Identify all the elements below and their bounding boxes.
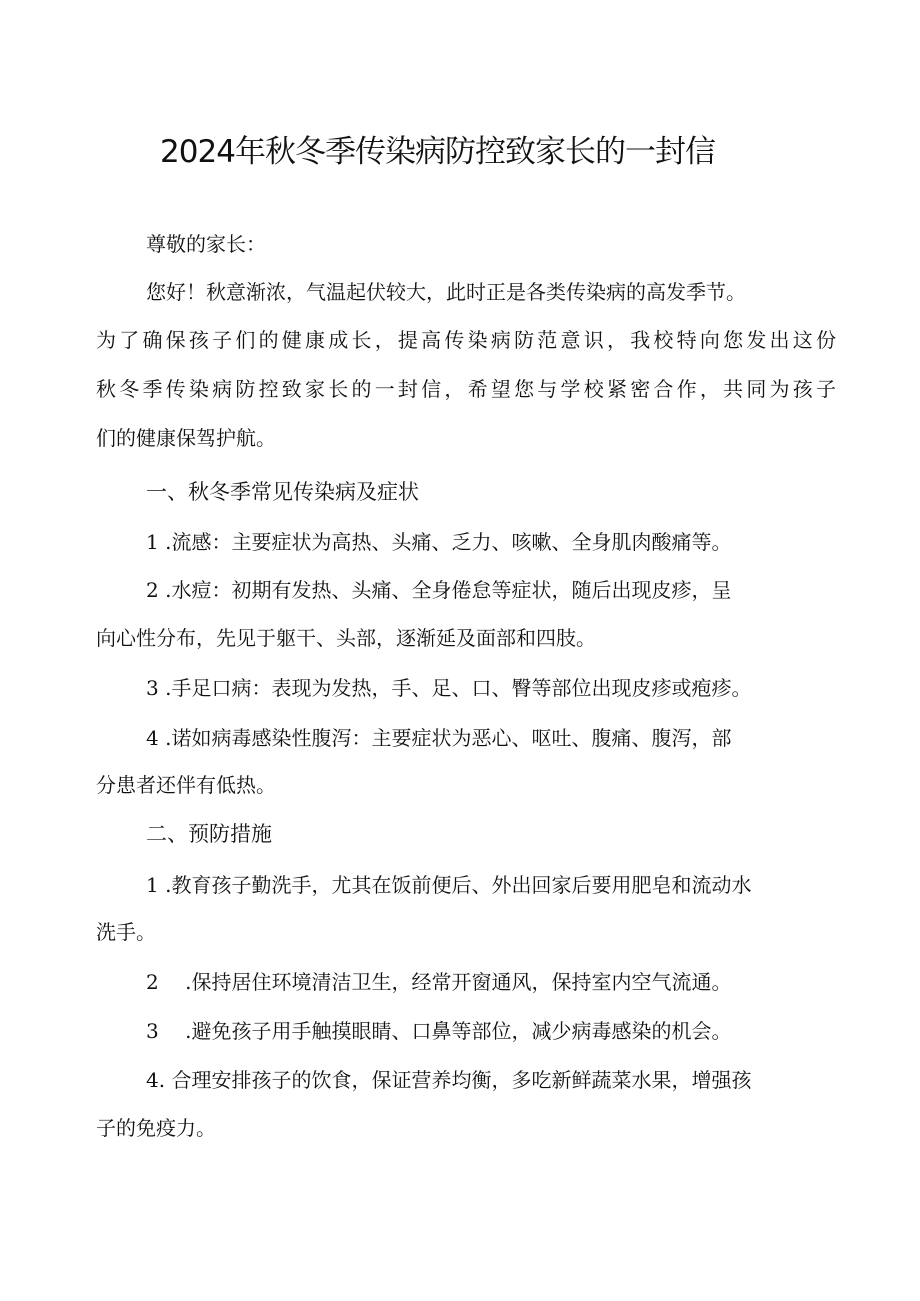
prevention-item-3: 3 .避免孩子用手触摸眼睛、口鼻等部位，减少病毒感染的机会。 xyxy=(146,1019,732,1043)
prevention-item-1-cont: 洗手。 xyxy=(96,920,156,944)
section-heading-prevention: 二、预防措施 xyxy=(146,822,272,846)
symptom-item-3: 3 .手足口病：表现为发热，手、足、口、臀等部位出现皮疹或疱疹。 xyxy=(146,676,752,700)
document-title: 2024年秋冬季传染病防控致家长的一封信 xyxy=(160,134,715,170)
prevention-item-4: 4. 合理安排孩子的饮食，保证营养均衡，多吃新鲜蔬菜水果，增强孩 xyxy=(146,1068,752,1092)
greeting: 尊敬的家长： xyxy=(146,232,266,256)
intro-line-2: 为了确保孩子们的健康成长，提高传染病防范意识，我校特向您发出这份 xyxy=(96,328,836,352)
symptom-item-1: 1 .流感：主要症状为高热、头痛、乏力、咳嗽、全身肌肉酸痛等。 xyxy=(146,530,732,554)
intro-line-4: 们的健康保驾护航。 xyxy=(96,426,276,450)
section-heading-symptoms: 一、秋冬季常见传染病及症状 xyxy=(146,480,419,504)
symptom-item-2-cont: 向心性分布，先见于躯干、头部，逐渐延及面部和四肢。 xyxy=(96,626,596,650)
intro-line-1: 您好！秋意渐浓，气温起伏较大，此时正是各类传染病的高发季节。 xyxy=(146,280,746,304)
symptom-item-2: 2 .水痘：初期有发热、头痛、全身倦怠等症状，随后出现皮疹，呈 xyxy=(146,578,732,602)
prevention-item-2: 2 .保持居住环境清洁卫生，经常开窗通风，保持室内空气流通。 xyxy=(146,970,732,994)
symptom-item-4: 4 .诺如病毒感染性腹泻：主要症状为恶心、呕吐、腹痛、腹泻，部 xyxy=(146,726,732,750)
prevention-item-1: 1 .教育孩子勤洗手，尤其在饭前便后、外出回家后要用肥皂和流动水 xyxy=(146,873,752,897)
prevention-item-4-cont: 子的免疫力。 xyxy=(96,1116,216,1140)
symptom-item-4-cont: 分患者还伴有低热。 xyxy=(96,773,276,797)
intro-line-3: 秋冬季传染病防控致家长的一封信，希望您与学校紧密合作，共同为孩子 xyxy=(96,377,836,401)
